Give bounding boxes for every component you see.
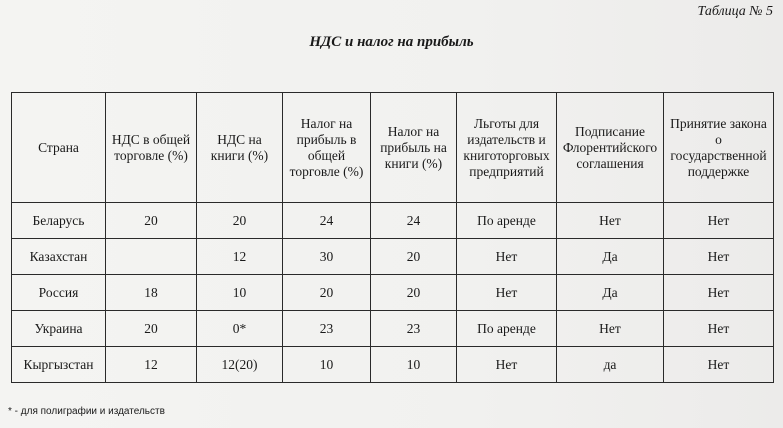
header-support-law: Принятие закона о государственной поддержке [664,93,774,203]
header-profit-tax-general: Налог на прибыль в общей торговле (%) [283,93,371,203]
table-row [12,275,774,311]
cell-profit-tax-books: 10 [371,347,457,383]
cell-benefits: Нет [457,347,557,383]
cell-vat-general: 12 [106,347,197,383]
cell-profit-tax-general: 24 [283,203,371,239]
cell-profit-tax-books: 24 [371,203,457,239]
cell-support-law: Нет [664,275,774,311]
cell-vat-general [106,239,197,275]
cell-vat-books: 12(20) [197,347,283,383]
cell-profit-tax-books: 20 [371,239,457,275]
table-header-row [12,93,774,203]
footnote: * - для полиграфии и издательств [8,406,165,417]
cell-florence-agreement: Нет [557,311,664,347]
cell-florence-agreement: Нет [557,203,664,239]
cell-vat-books: 0* [197,311,283,347]
table-row [12,347,774,383]
table-row [12,203,774,239]
table-number: Таблица № 5 [697,4,773,19]
header-florence-agreement: Подписание Флорентийского соглашения [557,93,664,203]
cell-vat-books: 10 [197,275,283,311]
cell-benefits: По аренде [457,311,557,347]
table-row [12,239,774,275]
cell-support-law: Нет [664,347,774,383]
cell-country: Россия [12,275,106,311]
cell-benefits: Нет [457,239,557,275]
header-vat-general: НДС в общей торговле (%) [106,93,197,203]
cell-florence-agreement: Да [557,275,664,311]
cell-support-law: Нет [664,239,774,275]
cell-benefits: По аренде [457,203,557,239]
cell-country: Казахстан [12,239,106,275]
cell-country: Кыргызстан [12,347,106,383]
header-profit-tax-books: Налог на прибыль на книги (%) [371,93,457,203]
cell-vat-general: 20 [106,203,197,239]
header-country: Страна [12,93,106,203]
header-vat-books: НДС на книги (%) [197,93,283,203]
cell-vat-general: 20 [106,311,197,347]
table-row [12,311,774,347]
cell-country: Украина [12,311,106,347]
cell-profit-tax-general: 20 [283,275,371,311]
cell-profit-tax-general: 30 [283,239,371,275]
cell-vat-books: 20 [197,203,283,239]
cell-vat-general: 18 [106,275,197,311]
cell-profit-tax-books: 20 [371,275,457,311]
cell-florence-agreement: Да [557,239,664,275]
table-title: НДС и налог на прибыль [309,34,474,50]
cell-profit-tax-books: 23 [371,311,457,347]
cell-country: Беларусь [12,203,106,239]
cell-profit-tax-general: 10 [283,347,371,383]
cell-support-law: Нет [664,311,774,347]
cell-florence-agreement: да [557,347,664,383]
cell-benefits: Нет [457,275,557,311]
cell-profit-tax-general: 23 [283,311,371,347]
cell-support-law: Нет [664,203,774,239]
cell-vat-books: 12 [197,239,283,275]
tax-table [11,92,774,383]
header-benefits: Льготы для издательств и книготорговых предприятий [457,93,557,203]
